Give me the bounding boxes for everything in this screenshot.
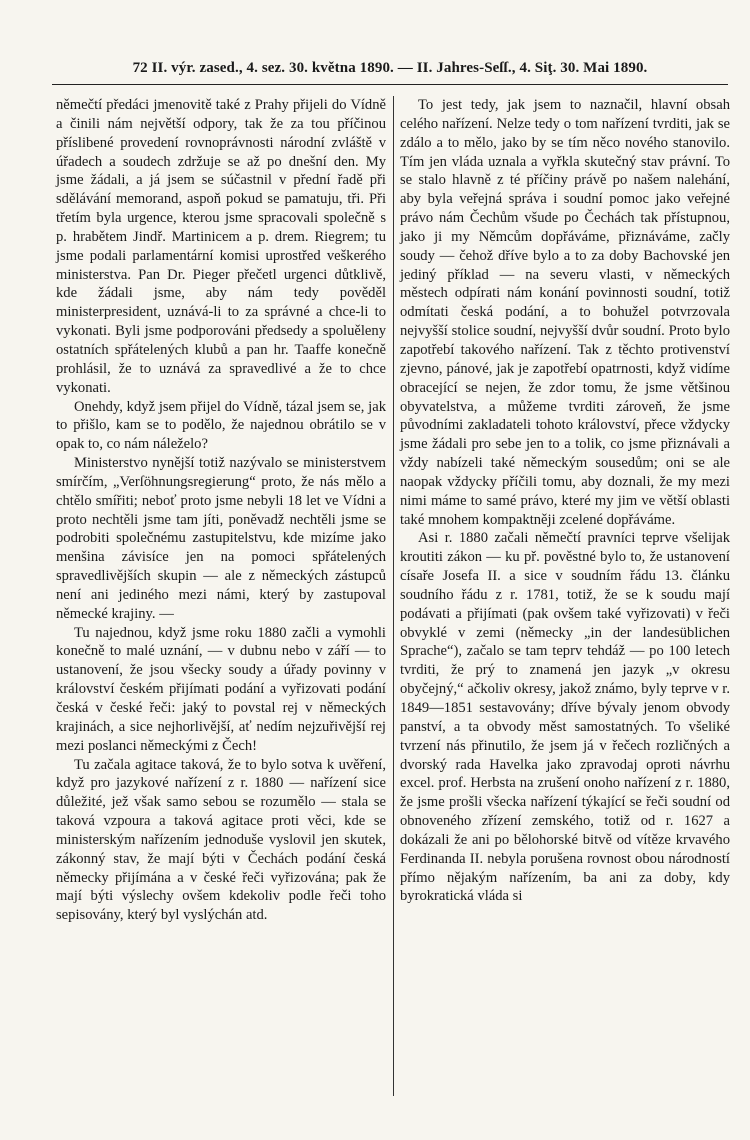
paragraph: Onehdy, když jsem přijel do Vídně, tázal jsem se, jak to přišlo, kam se to podělo, že najednou obrátilo se v opak to, co nám náleželo?	[56, 398, 386, 453]
left-column	[56, 96, 386, 925]
paragraph: němečtí předáci jmenovitě také z Prahy přijeli do Vídně a činili nám největší odpory, tak že za tou příčinou příslibené provedení rovnoprávnosti národní zvláště v úřadech a soudech zdržuje se až po dnešní den. My jsme žádali, a já jsem se súčastnil v přední řadě při sdělávání memorand, aspoň pokud se pamatuju, tři. Při třetím byla urgence, kterou jsme spracovali společně s p. hrabětem Jindř. Martinicem a p. drem. Riegrem; tu jsme podali parlamentární komisi uprostřed veškerého ministerstva. Pan Dr. Pieger přečetl urgenci důtklivě, kde žádali jsme, aby nám tedy pověděl ministerpresident, uznává-li to za správné a chce-li to vykonati. Byli jsme podporováni předsedy a spoluěleny ostatních spřátelených klubů a pan hr. Taaffe konečně prohlásil, že to uznává za spravedlivé a že to chce vykonati.	[56, 97, 386, 396]
paragraph: Tu začala agitace taková, že to bylo sotva k uvěření, když pro jazykové nařízení z r. 1880 — nařízení sice důležité, jež však samo sebou se rozumělo — stala se taková vzpoura a taková agitace proti věci, kde se ministerským nařízením jednoduše vyslovil jen skutek, zákonný stav, že mají býti v Čechách podání česká německy přijímána a v české řeči vyřizována; pak že mají býti výslechy ovšem kdekoliv podle řeči toho sepisovány, který byl vyslýchán atd.	[56, 756, 386, 924]
running-head: 72 II. výr. zased., 4. sez. 30. května 1890. — II. Jahres-Seſſ., 4. Siţ. 30. Mai 1890.	[132, 60, 648, 76]
paragraph: Tu najednou, když jsme roku 1880 začli a vymohli konečně to malé uznání, — v dubnu nebo v září — to ustanovení, že jsou všecky soudy a úřady povinny v království českém přijímati podání a vyřizovati podání česká v české řeči: jaký to povstal rej v německých krajinách, a sice nejhorlivější, ať nedím nejzuřivější rej mezi poslanci německými z Čech!	[56, 624, 386, 754]
paragraph: To jest tedy, jak jsem to naznačil, hlavní obsah celého nařízení. Nelze tedy o tom nařízení tvrditi, jak se zdálo a to mělo, jako by se tím něco nového stanovilo. Tím jen vláda uznala a vyřkla skutečný stav právní. To se stalo hlavně z té příčiny právě po našem nalehání, aby byla veřejná správa i soudní pomoc jako veřejné právo nám Čechům všude po Čechách tak přístupnou, jako ji my Němcům dopřáváme, přiznáváme, začly soudy — čehož dříve bylo a to za doby Bachovské jen jediný příklad — na severu vlasti, v německých městech odpírati nám konání povinnosti soudní, totiž odmítati česká podání, a to bohužel potvrzovala nejvyšší stolice soudní, nejvyšší dvůr soudní. Proto bylo zapotřebí takového nařízení. Tak z těchto protivenství zjevno, pánové, jak je zapotřebí opatrnosti, když vidíme obracející se nejen, že zdor tomu, že jsme většinou obyvatelstva, a můžeme tvrditi zároveň, že jsme původními zakladateli tohoto království, přece vždycky jsme žádali pro sebe jen to a tolik, co jsme přiznávali a vždy nabízeli také německým sousedům; oni se ale naopak vždycky příčili tomu, aby doznali, že my mezi nimi máme to samé právo, které my jim ve větší oblasti také mnohem kompaktněji zcelené dopřáváme.	[400, 97, 730, 528]
paragraph: Ministerstvo nynější totiž nazývalo se ministerstvem smírčím, „Verſöhnungsregierung“ proto, že nás mělo a chtělo smířiti; neboť proto jsme nebyli 18 let ve Vídni a proto nechtěli jsme tam jíti, poněvadž nechtěli jsme se podrobiti společnému zastupitelstvu, kde mizíme jako menšina závisíce jen na pomoci spřátelených spravedlivějších skupin — ale z německých zástupců není ani jediného mezi námi, který by zastupoval německé krajiny. —	[56, 455, 386, 622]
column-divider	[393, 96, 394, 1096]
paragraph: Asi r. 1880 začali němečtí pravníci teprve všelijak kroutiti zákon — ku př. pověstné bylo to, že ustanovení císaře Josefa II. a sice v soudním řádu 13. článku soudního řádu z r. 1781, totiž, že se k soudu mají podávati a přijímati (pak ovšem také vyřizovati) v řeči obvyklé v zemi (německy „in der landesüblichen Sprache“), začalo se tam teprv tehdáž — po 100 letech tvrditi, že prý to znamená jen jazyk „v okresu obyčejný,“ ačkoliv okresy, jakož známo, byly teprve v r. 1849—1851 sestavovány; dříve bývaly jenom obvody panství, a ta obvody měst samostatných. To všeliké tvrzení nás přinutilo, že jsem já v řečech rozličných a dvorský rada Havelka jako zpravodaj oproti návrhu excel. prof. Herbsta na zrušení onoho nařízení z r. 1880, že jsme prošli všecka nařízení týkající se řeči soudní od obnoveného zřízení zemského, totiž od r. 1627 a dokázali že ani po bělohorské bitvě od vítěze krvavého Ferdinanda II. nebyla porušena rovnost obou národností přímo nějakým nařízením, ba ani za doby, kdy byrokratická vláda si	[400, 530, 730, 905]
right-column	[400, 96, 730, 906]
header-rule	[52, 84, 728, 85]
